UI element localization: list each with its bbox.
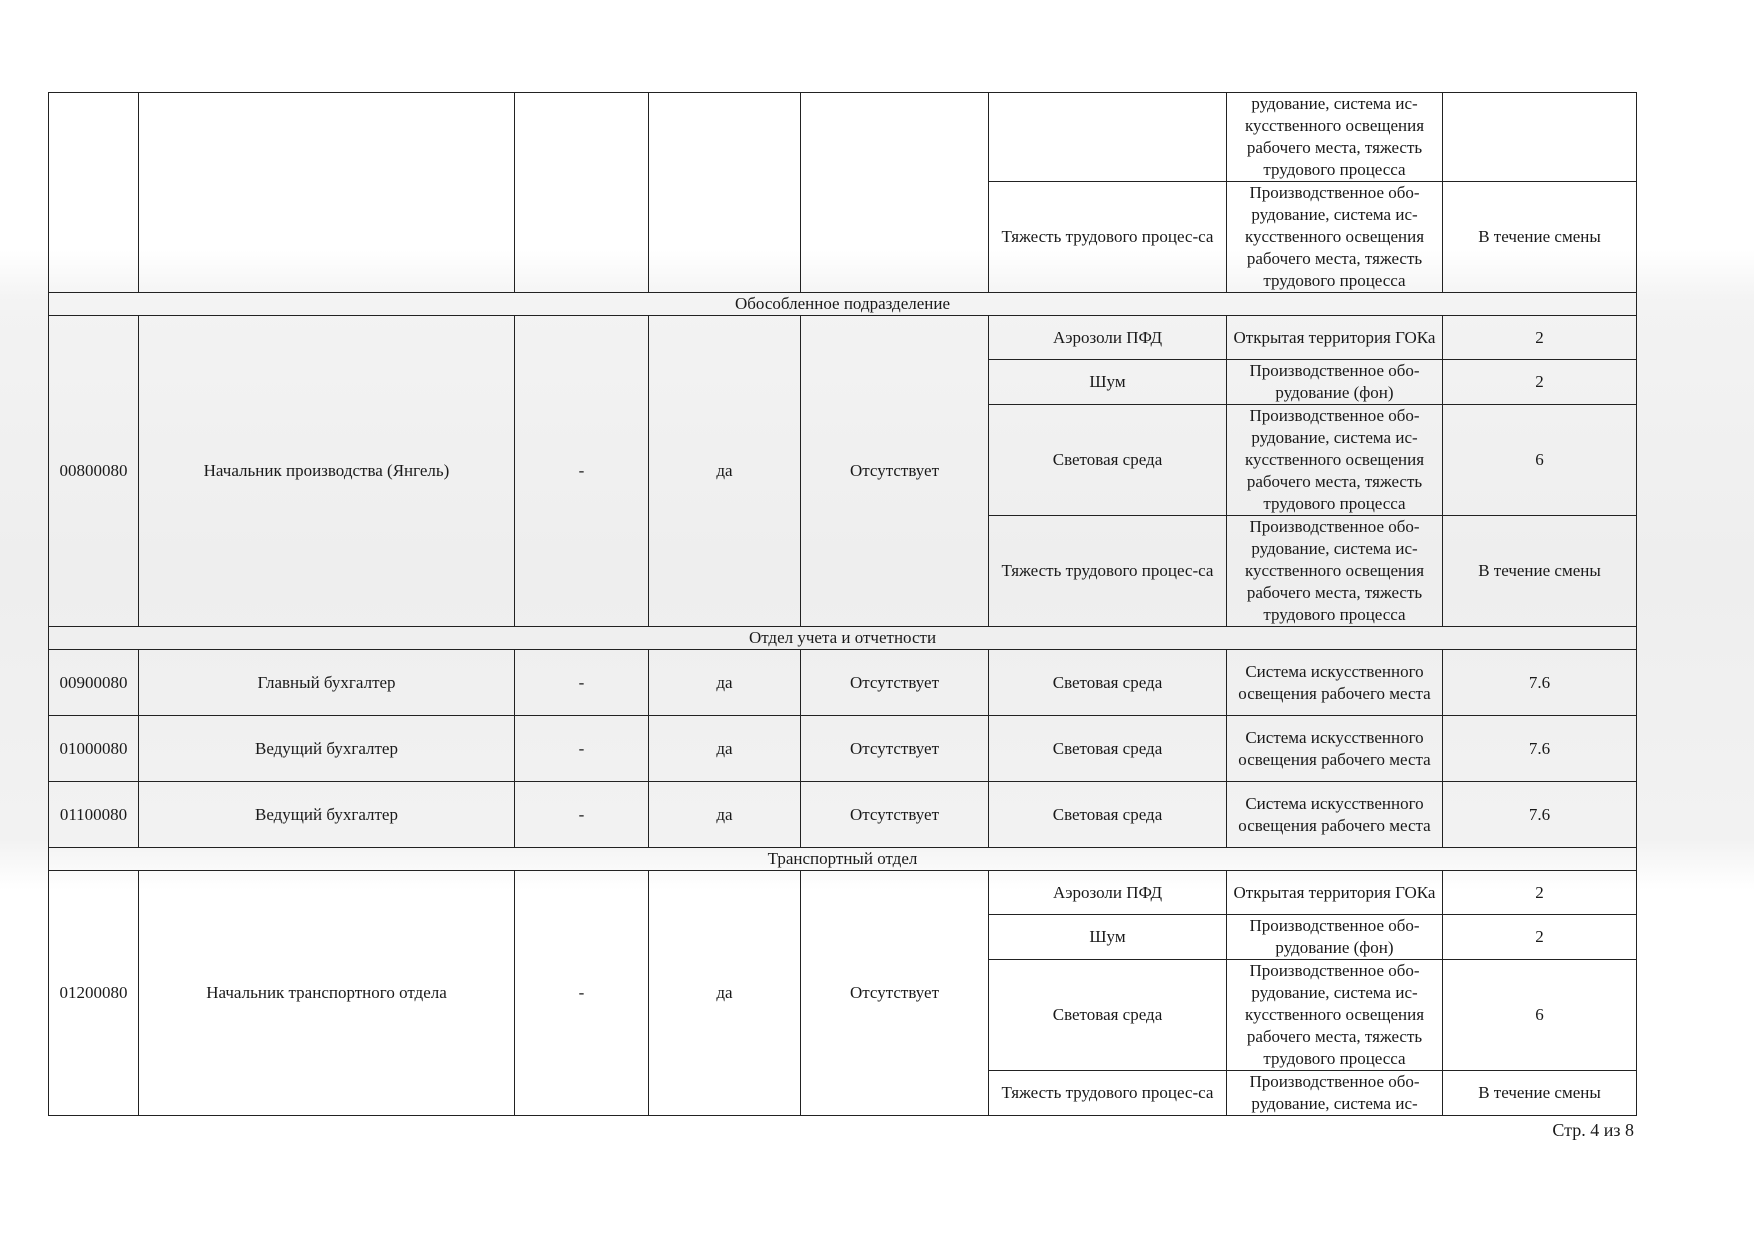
section-header-row [49,293,1637,316]
duration-cell: 6 [1443,960,1637,1071]
col5-cell: Отсутствует [801,716,989,782]
code-cell: 01100080 [49,782,139,848]
source-cell: Производственное обо-рудование, система ис-кусственного освещения рабочего места, тяжесть трудового процесса [1227,405,1443,516]
duration-cell: 2 [1443,360,1637,405]
duration-cell: 2 [1443,871,1637,915]
section-title: Транспортный отдел [49,848,1637,871]
factor-cell: Световая среда [989,960,1227,1071]
factor-cell: Шум [989,915,1227,960]
source-cell: Производственное обо-рудование, система ис-кусственного освещения рабочего места, тяжесть трудового процесса [1227,960,1443,1071]
col3-cell: - [515,650,649,716]
source-cell: Производственное обо-рудование (фон) [1227,360,1443,405]
section-title: Обособленное подразделение [49,293,1637,316]
position-cell: Ведущий бухгалтер [139,782,515,848]
col5-cell: Отсутствует [801,650,989,716]
factor-cell: Световая среда [989,405,1227,516]
col4-cell: да [649,316,801,627]
code-cell: 01200080 [49,871,139,1116]
section-header-row [49,848,1637,871]
col4-cell [649,93,801,293]
table-row [49,316,1637,360]
page-number: Стр. 4 из 8 [1552,1120,1634,1140]
duration-cell [1443,93,1637,182]
duration-cell: В течение смены [1443,182,1637,293]
source-cell: Система искусственного освещения рабочего места [1227,782,1443,848]
col5-cell: Отсутствует [801,782,989,848]
source-cell: Производственное обо-рудование, система ис- [1227,1071,1443,1116]
col5-cell: Отсутствует [801,316,989,627]
col5-cell [801,93,989,293]
source-cell: Открытая территория ГОКа [1227,316,1443,360]
factor-cell: Аэрозоли ПФД [989,316,1227,360]
factor-cell: Световая среда [989,650,1227,716]
duration-cell: В течение смены [1443,1071,1637,1116]
code-cell: 01000080 [49,716,139,782]
duration-cell: В течение смены [1443,516,1637,627]
table-row [49,716,1637,782]
col4-cell: да [649,650,801,716]
source-cell: Открытая территория ГОКа [1227,871,1443,915]
factor-cell: Аэрозоли ПФД [989,871,1227,915]
factor-cell [989,93,1227,182]
source-cell: Производственное обо-рудование (фон) [1227,915,1443,960]
position-cell: Ведущий бухгалтер [139,716,515,782]
col4-cell: да [649,782,801,848]
workplace-conditions-table [48,92,1637,1116]
factor-cell: Тяжесть трудового процес-са [989,516,1227,627]
code-cell: 00900080 [49,650,139,716]
position-cell: Начальник транспортного отдела [139,871,515,1116]
col4-cell: да [649,716,801,782]
table-row [49,782,1637,848]
factor-cell: Тяжесть трудового процес-са [989,1071,1227,1116]
duration-cell: 2 [1443,316,1637,360]
col3-cell [515,93,649,293]
source-cell: рудование, система ис-кусственного освещения рабочего места, тяжесть трудового процесса [1227,93,1443,182]
section-title: Отдел учета и отчетности [49,627,1637,650]
table-row [49,871,1637,915]
col3-cell: - [515,716,649,782]
position-cell [139,93,515,293]
col3-cell: - [515,782,649,848]
duration-cell: 7.6 [1443,716,1637,782]
code-cell: 00800080 [49,316,139,627]
factor-cell: Световая среда [989,782,1227,848]
factor-cell: Шум [989,360,1227,405]
duration-cell: 7.6 [1443,650,1637,716]
position-cell: Начальник производства (Янгель) [139,316,515,627]
position-cell: Главный бухгалтер [139,650,515,716]
col3-cell: - [515,871,649,1116]
duration-cell: 7.6 [1443,782,1637,848]
col4-cell: да [649,871,801,1116]
col5-cell: Отсутствует [801,871,989,1116]
source-cell: Производственное обо-рудование, система ис-кусственного освещения рабочего места, тяжесть трудового процесса [1227,182,1443,293]
duration-cell: 6 [1443,405,1637,516]
table-row [49,93,1637,182]
source-cell: Система искусственного освещения рабочего места [1227,716,1443,782]
factor-cell: Тяжесть трудового процес-са [989,182,1227,293]
section-header-row [49,627,1637,650]
duration-cell: 2 [1443,915,1637,960]
code-cell [49,93,139,293]
factor-cell: Световая среда [989,716,1227,782]
table-row [49,650,1637,716]
source-cell: Производственное обо-рудование, система ис-кусственного освещения рабочего места, тяжесть трудового процесса [1227,516,1443,627]
source-cell: Система искусственного освещения рабочего места [1227,650,1443,716]
col3-cell: - [515,316,649,627]
